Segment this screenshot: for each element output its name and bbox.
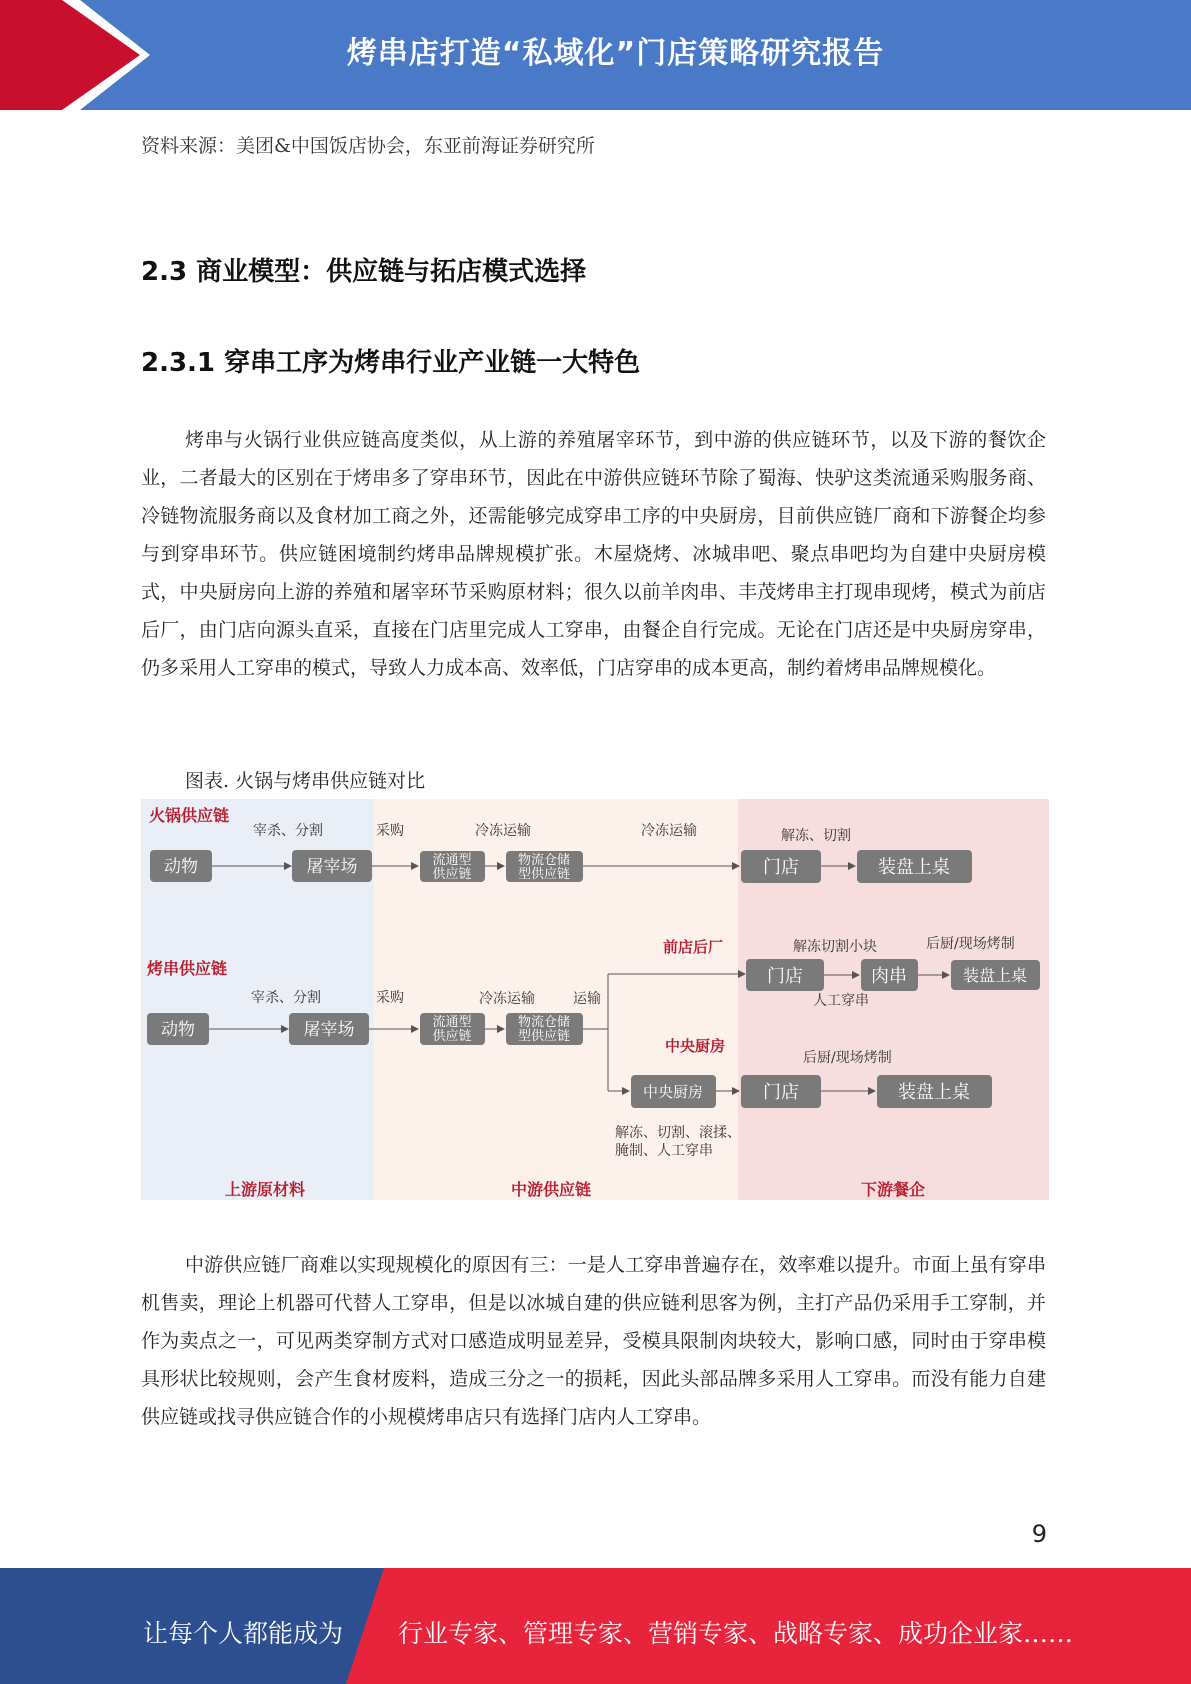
footer-slogan-left: 让每个人都能成为: [143, 1619, 344, 1648]
bbq-node-log-line1: 物流仓储: [517, 1015, 571, 1030]
bbq-label-buy: 采购: [376, 990, 404, 1006]
supply-chain-diagram: [141, 799, 1049, 1200]
hotpot-label-cold2: 冷冻运输: [641, 823, 697, 839]
bbq-node-circ-line2: 供应链: [432, 1029, 472, 1044]
bbq-node-serve-b: 装盘上桌: [898, 1082, 970, 1103]
bbq-label-back-kitchen-a: 后厨/现场烤制: [926, 936, 1015, 952]
bbq-label-process1: 解冻、切割、滚揉、: [615, 1125, 741, 1141]
bbq-label-front-back: 前店后厂: [663, 938, 724, 956]
bbq-label-back-kitchen-b: 后厨/现场烤制: [803, 1050, 892, 1066]
bbq-node-slaughter: 屠宰场: [303, 1020, 355, 1040]
subsection-heading: 2.3.1 穿串工序为烤串行业产业链一大特色: [141, 348, 641, 378]
hotpot-node-circ-line2: 供应链: [432, 867, 472, 882]
page-footer: [0, 1568, 1191, 1684]
bbq-node-store-a: 门店: [767, 966, 803, 987]
bbq-label-transport: 运输: [573, 991, 601, 1007]
bbq-label-cold: 冷冻运输: [479, 991, 535, 1007]
hotpot-node-animal: 动物: [164, 857, 198, 877]
paragraph-supply-chain: 烤串与火锅行业供应链高度类似，从上游的养殖屠宰环节，到中游的供应链环节，以及下游的餐饮企业，二者最大的区别在于烤串多了穿串环节，因此在中游供应链环节除了蜀海、快驴这类流通采购服务商、冷链物流服务商以及食材加工商之外，还需能够完成穿串工序的中央厨房，目前供应链厂商和下游餐企均参与到穿串环节。供应链困境制约烤串品牌规模扩张。木屋烧烤、冰城串吧、聚点串吧均为自建中央厨房模式，中央厨房向上游的养殖和屠宰环节采购原材料；很久以前羊肉串、丰茂烤串主打现串现烤，模式为前店后厂，由门店向源头直采，直接在门店里完成人工穿串，由餐企自行完成。无论在门店还是中央厨房穿串，仍多采用人工穿串的模式，导致人力成本高、效率低，门店穿串的成本更高，制约着烤串品牌规模化。: [141, 429, 1046, 679]
bbq-node-skewer: 肉串: [871, 966, 907, 987]
bbq-label-process2: 腌制、人工穿串: [615, 1143, 713, 1159]
bbq-label-manual: 人工穿串: [813, 993, 869, 1009]
bbq-node-kitchen: 中央厨房: [642, 1083, 704, 1101]
section-heading: 2.3 商业模型：供应链与拓店模式选择: [141, 257, 587, 287]
hotpot-node-log-line2: 型供应链: [517, 867, 571, 882]
figure-caption: 图表. 火锅与烤串供应链对比: [185, 770, 426, 792]
zone-midstream-label: 中游供应链: [510, 1180, 592, 1199]
bbq-node-serve-a: 装盘上桌: [962, 966, 1028, 985]
bbq-label-central: 中央厨房: [665, 1037, 726, 1055]
hotpot-node-slaughter: 屠宰场: [306, 857, 358, 877]
hotpot-label-thaw: 解冻、切割: [781, 828, 851, 844]
bbq-node-log-line2: 型供应链: [517, 1029, 571, 1044]
zone-downstream-label: 下游餐企: [860, 1180, 926, 1199]
hotpot-node-circ-line1: 流通型: [432, 853, 472, 868]
hotpot-label-buy: 采购: [376, 823, 404, 839]
hotpot-node-serve: 装盘上桌: [878, 857, 950, 878]
hotpot-label-cold: 冷冻运输: [475, 823, 531, 839]
bbq-node-animal: 动物: [161, 1020, 195, 1040]
zone-upstream-label: 上游原材料: [224, 1180, 306, 1199]
hotpot-label-kill: 宰杀、分割: [253, 823, 323, 839]
page-number: 9: [1031, 1520, 1047, 1548]
hotpot-node-store: 门店: [763, 857, 799, 878]
bbq-label-kill: 宰杀、分割: [251, 990, 321, 1006]
footer-slogan-right: 行业专家、管理专家、营销专家、战略专家、成功企业家……: [398, 1619, 1074, 1648]
report-title: 烤串店打造“私域化”门店策略研究报告: [346, 36, 885, 71]
page-header: [0, 0, 1191, 110]
bbq-node-store-b: 门店: [763, 1082, 799, 1103]
hotpot-chain-title: 火锅供应链: [149, 806, 230, 825]
paragraph-midstream: 中游供应链厂商难以实现规模化的原因有三：一是人工穿串普遍存在，效率难以提升。市面上虽有穿串机售卖，理论上机器可代替人工穿串，但是以冰城自建的供应链利思客为例，主打产品仍采用手工穿制，并作为卖点之一，可见两类穿制方式对口感造成明显差异，受模具限制肉块较大，影响口感，同时由于穿串模具形状比较规则，会产生食材废料，造成三分之一的损耗，因此头部品牌多采用人工穿串。而没有能力自建供应链或找寻供应链合作的小规模烤串店只有选择门店内人工穿串。: [141, 1254, 1046, 1428]
hotpot-node-log-line1: 物流仓储: [517, 853, 571, 868]
source-note: 资料来源：美团&中国饭店协会，东亚前海证券研究所: [141, 135, 595, 157]
bbq-label-thaw-cut: 解冻切割小块: [793, 939, 877, 955]
bbq-chain-title: 烤串供应链: [147, 959, 228, 978]
bbq-node-circ-line1: 流通型: [432, 1015, 472, 1030]
